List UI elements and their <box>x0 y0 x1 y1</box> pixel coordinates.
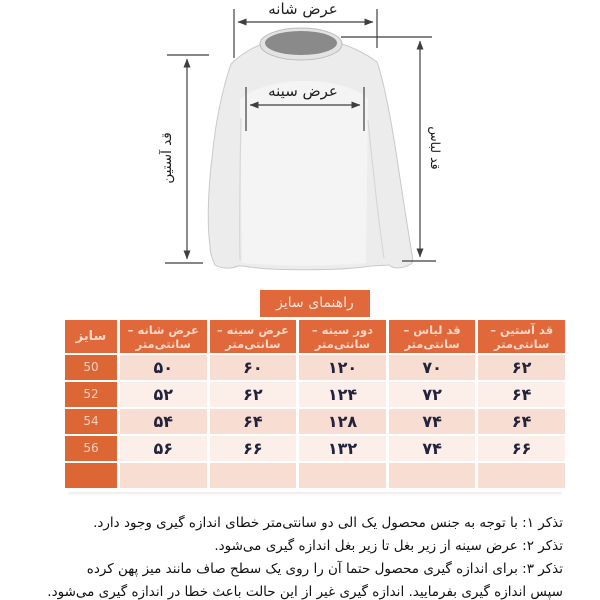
header-line: سانتی‌متر <box>494 336 550 351</box>
header-line: عرض شانه – <box>127 322 199 337</box>
garment-length-value: ۷۴ <box>389 436 476 461</box>
note-line-3: تذکر ۳: برای اندازه گیری محصول حتما آن را روی یک سطح صاف مانند میز پهن کرده <box>86 561 563 577</box>
sleeve-length-value: ۶۲ <box>478 355 565 380</box>
chest-circumference-value: ۱۲۸ <box>299 409 386 434</box>
table-row-size-52 <box>65 382 565 407</box>
header-line: سانتی‌متر <box>314 336 371 351</box>
table-row-size-50 <box>65 355 565 380</box>
garment-length-value: ۷۴ <box>389 409 476 434</box>
chest-width-value: ۶۶ <box>210 436 297 461</box>
garment-length-label: قد لباس <box>428 126 443 170</box>
col-header-garment-length <box>389 320 476 353</box>
size-guide-title: راهنمای سایز <box>260 290 370 317</box>
chest-width-label: عرض سینه <box>268 82 338 100</box>
size-cell: 52 <box>65 382 117 407</box>
size-cell: 54 <box>65 409 117 434</box>
size-cell <box>65 463 117 488</box>
header-line: سانتی‌متر <box>404 336 460 351</box>
col-header-sleeve-length <box>478 320 565 353</box>
header-line: قد آستین – <box>490 322 554 337</box>
size-cell: 56 <box>65 436 117 461</box>
shoulder-width-label: عرض شانه <box>268 0 338 18</box>
sleeve-length-value: ۶۶ <box>478 436 565 461</box>
shirt-body-highlight <box>240 81 368 266</box>
header-line: عرض سینه – <box>216 322 289 337</box>
shoulder-width-value: ۵۶ <box>120 436 207 461</box>
chest-width-value: ۶۲ <box>210 382 297 407</box>
shoulder-width-value <box>120 463 207 488</box>
garment-length-value: ۷۲ <box>389 382 476 407</box>
header-line: قد لباس – <box>403 322 461 337</box>
note-line-2: تذکر ۲: عرض سینه از زیر بغل تا زیر بغل اندازه گیری می‌شود. <box>214 538 563 554</box>
col-header-chest-width <box>210 320 297 353</box>
garment-length-value: ۷۰ <box>389 355 476 380</box>
table-shadow <box>68 492 562 496</box>
header-line: سانتی‌متر <box>225 336 281 351</box>
chest-width-value <box>210 463 297 488</box>
collar-inner <box>265 31 337 55</box>
col-header-chest-circumference <box>299 320 386 353</box>
table-header-row <box>65 320 565 353</box>
garment-length-value <box>389 463 476 488</box>
sleeve-length-value: ۶۴ <box>478 382 565 407</box>
header-line: دور سینه – <box>311 322 374 337</box>
table-row-size-56 <box>65 436 565 461</box>
garment-measurement-diagram <box>0 0 600 286</box>
chest-circumference-value: ۱۲۴ <box>299 382 386 407</box>
shoulder-width-value: ۵۴ <box>120 409 207 434</box>
shoulder-width-value: ۵۲ <box>120 382 207 407</box>
shirt-illustration <box>208 28 412 270</box>
sleeve-length-value: ۶۴ <box>478 409 565 434</box>
shoulder-width-value: ۵۰ <box>120 355 207 380</box>
table-row-size-54 <box>65 409 565 434</box>
col-header-size: سایز <box>65 320 117 353</box>
chest-width-value: ۶۴ <box>210 409 297 434</box>
chest-width-value: ۶۰ <box>210 355 297 380</box>
chest-circumference-value: ۱۲۰ <box>299 355 386 380</box>
chest-circumference-value: ۱۳۲ <box>299 436 386 461</box>
size-table <box>65 320 565 488</box>
chest-circumference-value <box>299 463 386 488</box>
note-line-4: سپس اندازه گیری بفرمایید. اندازه گیری غیر از این حالت باعث خطا در اندازه گیری می‌شود. <box>47 584 563 600</box>
measurement-notes <box>30 512 563 600</box>
sleeve-length-label: قد آستین <box>159 132 175 184</box>
header-line: سانتی‌متر <box>135 336 191 351</box>
size-table-section <box>65 290 565 496</box>
size-cell: 50 <box>65 355 117 380</box>
table-row-empty <box>65 463 565 488</box>
note-line-1: تذکر ۱: با توجه به جنس محصول یک الی دو سانتی‌متر خطای اندازه گیری وجود دارد. <box>93 515 563 531</box>
col-header-shoulder-width <box>120 320 207 353</box>
sleeve-length-value <box>478 463 565 488</box>
